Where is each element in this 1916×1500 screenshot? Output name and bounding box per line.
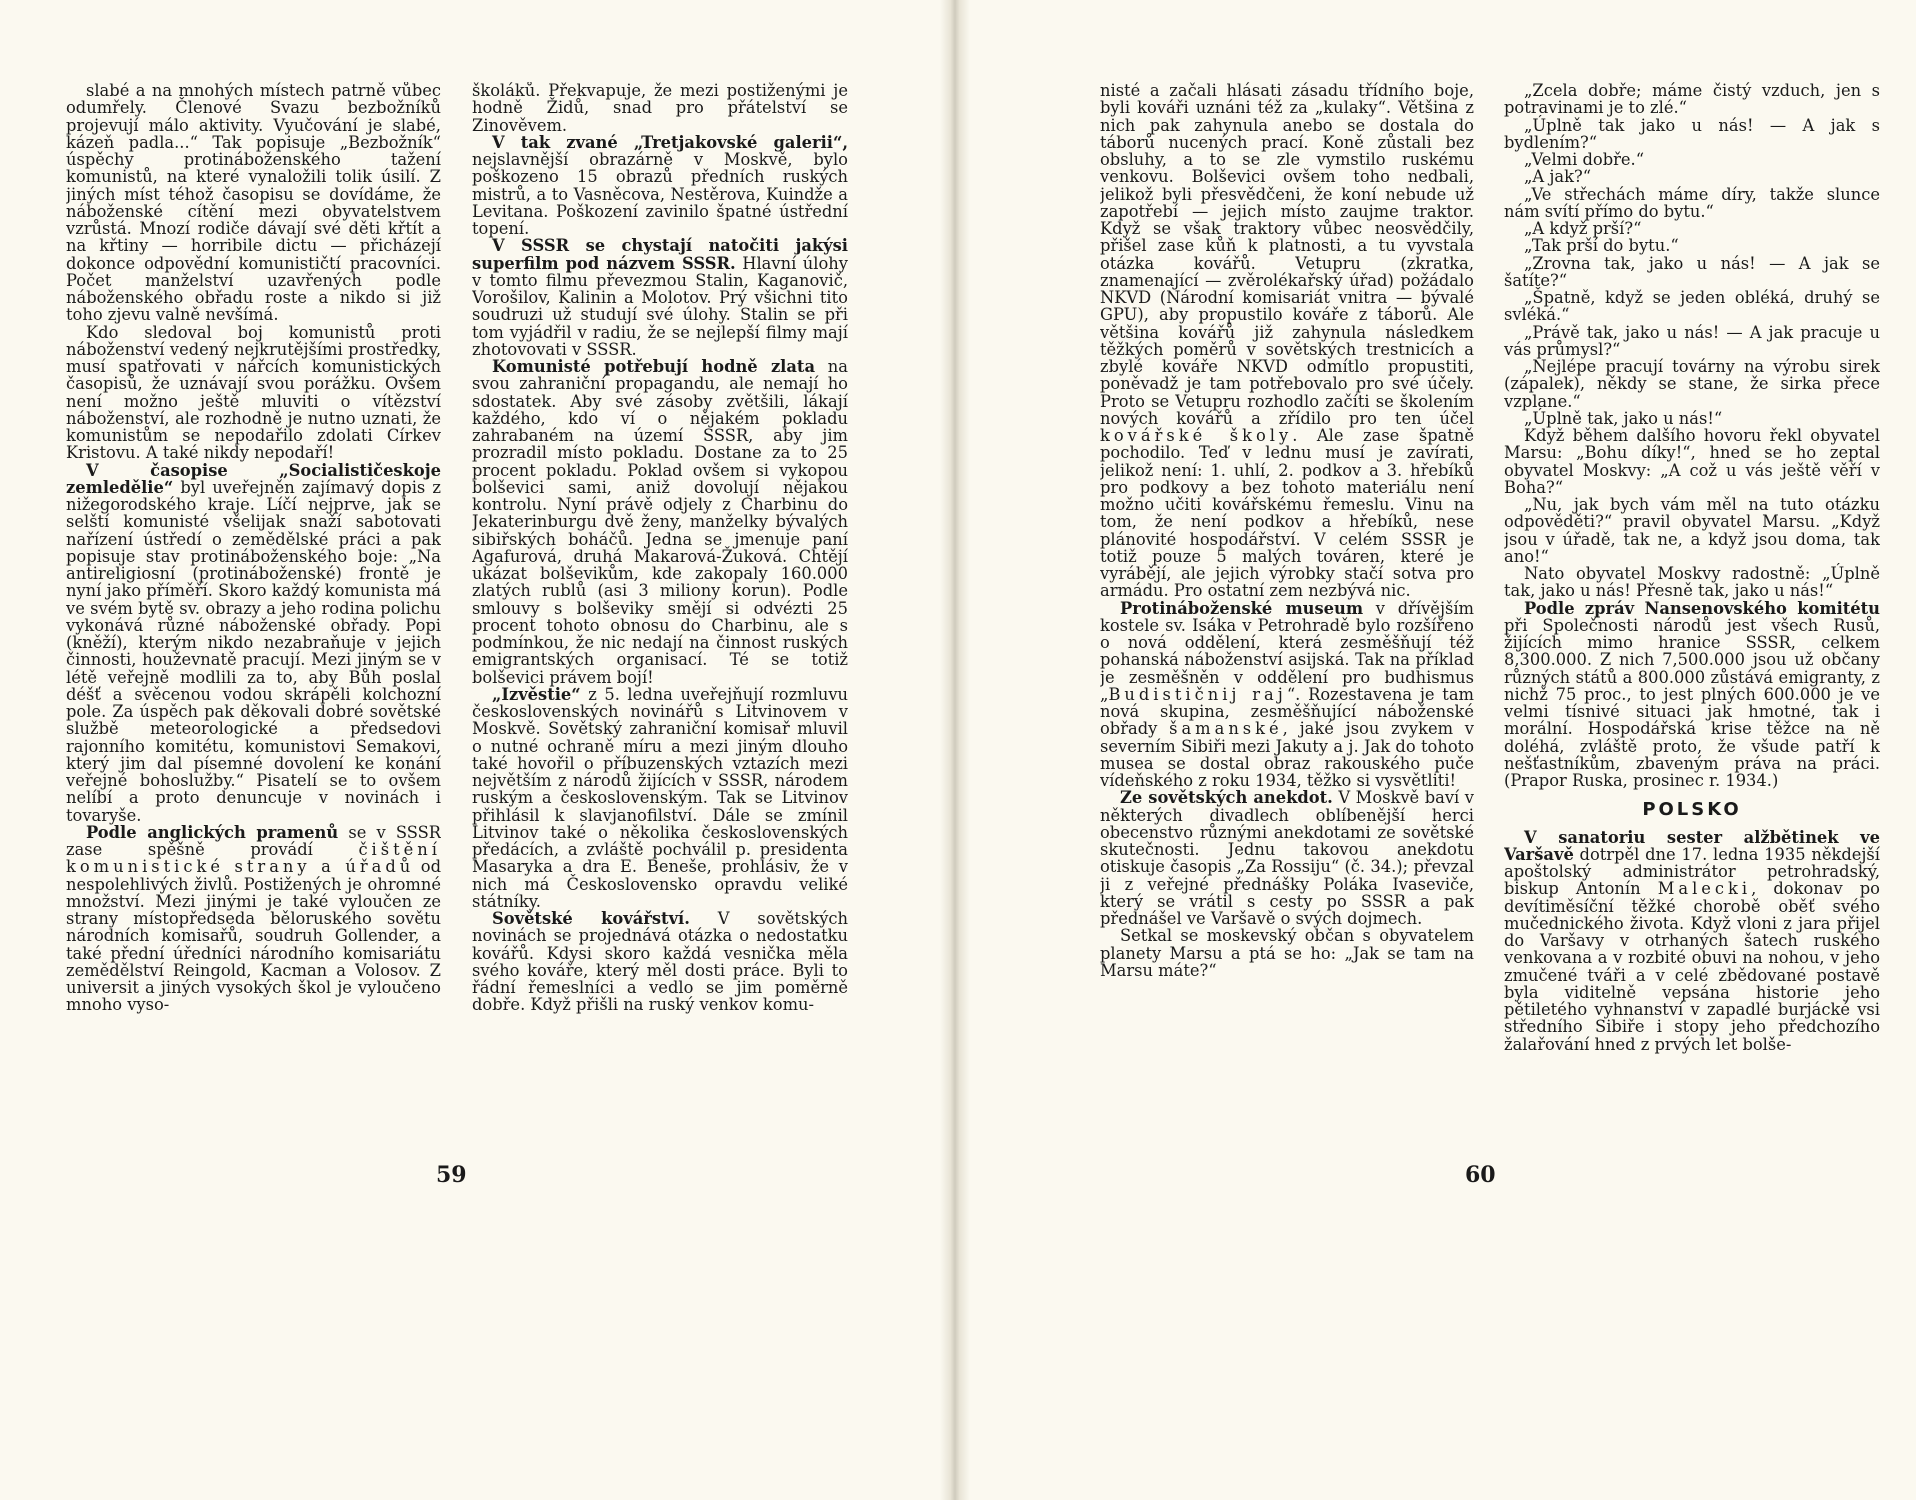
paragraph bbox=[1504, 324, 1880, 359]
paragraph-text: „Úplně tak jako u nás! — A jak s bydlením?“ bbox=[1504, 115, 1880, 152]
paragraph bbox=[1504, 220, 1880, 237]
paragraph bbox=[1504, 496, 1880, 565]
paragraph bbox=[472, 237, 848, 358]
lead-in-bold: Komunisté potřebují hodně zlata bbox=[492, 357, 815, 376]
paragraph-text: Hlavní úlohy v tomto filmu převezmou Stalin, Kaganovič, Vorošilov, Kalinin a Molotov. Prý všichni tito soudruzi už studují své úlohy. Stalin se při tom vyjádřil v radiu, že se nejlepší filmy mají zhotovovati v SSSR. bbox=[472, 253, 848, 359]
paragraph-text: „Zcela dobře; máme čistý vzduch, jen s potravinami je to zlé.“ bbox=[1504, 82, 1880, 118]
paragraph-text: „A když prší?“ bbox=[1524, 219, 1642, 238]
paragraph-text: dotrpěl dne 17. ledna 1935 někdejší apoštolský administrátor petrohradský, biskup Antonín bbox=[1504, 844, 1880, 899]
paragraph-text: „Právě tak, jako u nás! — A jak pracuje u vás průmysl?“ bbox=[1504, 322, 1880, 359]
section-heading: POLSKO bbox=[1642, 799, 1742, 821]
paragraph bbox=[66, 462, 441, 824]
lead-in-bold: V SSSR se chystají natočiti jakýsi superfilm pod názvem SSSR. bbox=[472, 236, 848, 273]
spaced-emphasis: Budističnij raj bbox=[1108, 684, 1287, 704]
paragraph-text: , dokonav po devítiměsíční těžké chorobě oběť svého mučednického života. Když vloni z jara přijel do Varšavy v otrhaných šatech ruského venkovana a v rozbité obuvi na nohou, v jeho zmučené tváři a v celé zbědované postavě byla viditelně vepsána historie jeho pětiletého vyhnanství v zapadlé burjácké vsi středního Sibiře i stopy jeho předchozího žalařování hned z prvých let bolše- bbox=[1504, 879, 1880, 1054]
column-4 bbox=[1504, 82, 1880, 1106]
paragraph-text: Když během dalšího hovoru řekl obyvatel Marsu: „Bohu díky!“, hned se ho zeptal obyvatel Moskvy: „A což u vás ještě věří v Boha?“ bbox=[1504, 426, 1880, 497]
paragraph bbox=[1504, 151, 1880, 168]
paragraph-text: „Nejlépe pracují továrny na výrobu sirek (zápalek), někdy se stane, že sirka přece vzplane.“ bbox=[1504, 357, 1880, 411]
book-gutter bbox=[940, 0, 970, 1500]
paragraph-text: Kdo sledoval boj komunistů proti náboženství vedený nejkrutějšími prostředky, musí spatřovati v nářcích komunistických časopisů, že uznávají svou porážku. Ovšem není možno ještě mluviti o vítězství náboženství, ale rozhodně je nutno uznati, že komunistům se nepodařilo zdolati Církev Kristovu. A také nikdy nepodaří! bbox=[66, 322, 441, 463]
paragraph bbox=[472, 82, 848, 134]
lead-in-bold: V sanatoriu sester alžbětinek ve Varšavě bbox=[1504, 827, 1880, 864]
paragraph-text: v dřívějším kostele sv. Isáka v Petrohradě bylo rozšířeno o nová oddělení, která zesměšňují též pohanská náboženství asijská. Tak na příklad je zesměšněn v oddělení pro budhismus „ bbox=[1100, 598, 1474, 704]
paragraph-text: slabé a na mnohých místech patrně vůbec odumřely. Členové Svazu bezbožníků projevují málo aktivity. Vyučování je slabé, kázeň padla...“ Tak popisuje „Bezbožník“ úspěchy protináboženského tažení komunistů, na které vynaložili tolik úsilí. Z jiných míst téhož časopisu se dovídáme, že náboženské cítění mezi obyvatelstvem vzrůstá. Mnozí rodiče dávají své děti křtít a na křtiny — horribile dictu — přicházejí dokonce odpovědní komunističtí pracovníci. Počet manželství uzavřených podle náboženského obřadu roste a nikdo si již toho zjevu valně nevšímá. bbox=[66, 82, 441, 325]
paragraph-text: byl uveřejněn zajímavý dopis z nižegorodského kraje. Líčí nejprve, jak se selští komunisté všelijak snaží sabotovati nařízení ústředí o zemědělské práci a pak popisuje stav protináboženského boje: „Na antireligiosní (protináboženské) frontě je nyní jako příměří. Skoro každý komunista má ve svém bytě sv. obrazy a jeho rodina polichu vykonává různé náboženské obřady. Popi (kněží), kterým nikdo nezabraňuje v jejich činnosti, houževnatě pracují. Mezi jiným se v létě veřejně modlili za to, aby Bůh poslal déšť a svěcenou vodou skrápěli kolchozní pole. Za úspěch pak děkovali dobré sovětské službě meteorologické a předsedovi rajonního komitétu, komunistovi Semakovi, který jim dal písemné dovolení ke konání veřejné bohoslužby.“ Pisatelí se to ovšem nelíbí a proto denuncuje v novinách i tovaryše. bbox=[66, 477, 441, 825]
paragraph-text: na svou zahraniční propagandu, ale nemají ho sdostatek. Aby své zásoby zvětšili, lákají každého, kdo ví o nějakém pokladu zahrabaném na území SSSR, aby jim prozradil místo pokladu. Dostane za to 25 procent pokladu. Poklad ovšem si vykopou bolševici sami, aniž dovolují nějakou kontrolu. Nyní právě odjely z Charbinu do Jekaterinburgu dvě ženy, manželky bývalých sibiřských boháčů. Jedna se jmenuje paní Agafurová, druhá Makarová-Žuková. Chtějí ukázat bolševikům, kde zakopaly 160.000 zlatých rublů (asi 3 miliony korun). Podle smlouvy s bolševiky smějí si odvézti 25 procent tohoto obnosu do Charbinu, ale s podmínkou, že nic nedají na činnost ruských emigrantských organisací. Té se totiž bolševici právem bojí! bbox=[472, 357, 848, 687]
paragraph bbox=[1504, 237, 1880, 254]
paragraph bbox=[1504, 829, 1880, 1053]
paragraph-text: V Moskvě baví v některých divadlech oblíbenější herci obecenstvo různými anekdotami ze sovětské skutečnosti. Jednu takovou anekdotu otiskuje časopis „Za Rossiju“ (č. 34.); převzal ji z veřejné přednášky Poláka Ivaseviče, který se vrátil s cesty po SSSR a pak přednášel ve Varšavě o svých dojmech. bbox=[1100, 788, 1474, 928]
paragraph-text: se v SSSR zase spěšně provádí bbox=[66, 822, 441, 859]
paragraph bbox=[66, 324, 441, 462]
spaced-emphasis: šamanské bbox=[1169, 719, 1283, 739]
column-2 bbox=[472, 82, 848, 1106]
paragraph-text: “. Rozestavena je tam nová skupina, zesměšňující náboženské obřady bbox=[1100, 684, 1474, 739]
paragraph bbox=[66, 82, 441, 324]
paragraph-text: „Velmi dobře.“ bbox=[1524, 150, 1645, 169]
paragraph bbox=[1504, 565, 1880, 600]
paragraph-text: V sovětských novinách se projednává otázka o nedostatku kovářů. Kdysi skoro každá vesnička měla svého kováře, který měl dosti práce. Byli to řádní řemeslníci a vedlo se jim poměrně dobře. Když přišli na ruský venkov komu- bbox=[472, 909, 848, 1015]
paragraph-text: , jaké jsou zvykem v severním Sibiři mezi Jakuty a j. Jak do tohoto musea se dostal obraz rakouského puče vídeňského z roku 1934, těžko si vysvětliti! bbox=[1100, 719, 1474, 790]
paragraph-text: od nespolehlivých živlů. Postižených je ohromné množství. Mezi jinými je také vyloučen ze strany místopředseda běloruského sovětu národních komisařů, soudruh Gollender, a také přední úředníci národního komisariátu zemědělství Reingold, Kacman a Volosov. Z universit a jiných vysokých škol je vyloučeno mnoho vyso- bbox=[66, 857, 441, 1015]
paragraph bbox=[1100, 600, 1474, 790]
spaced-emphasis: kovářské školy bbox=[1100, 426, 1293, 445]
paragraph bbox=[1100, 927, 1474, 979]
column-3 bbox=[1100, 82, 1474, 1106]
paragraph bbox=[472, 686, 848, 910]
paragraph-text: nejslavnější obrazárně v Moskvě, bylo poškozeno 15 obrazů předních ruských mistrů, a to Vasněcova, Nestěrova, Kuindže a Levitana. Poškození zavinilo špatné ústřední topení. bbox=[472, 150, 848, 238]
paragraph-text: Nato obyvatel Moskvy radostně: „Úplně tak, jako u nás! Přesně tak, jako u nás!“ bbox=[1504, 564, 1880, 601]
lead-in-bold: V tak zvané „Tretjakovské galerii“, bbox=[492, 132, 848, 152]
paragraph-text: „Špatně, když se jeden obléká, druhý se svléká.“ bbox=[1504, 288, 1880, 325]
paragraph bbox=[472, 358, 848, 686]
paragraph bbox=[1100, 82, 1474, 600]
lead-in-bold: V časopise „Socialističeskoje zemledělie“ bbox=[66, 460, 441, 497]
paragraph-text: „A jak?“ bbox=[1524, 167, 1592, 187]
paragraph bbox=[1504, 289, 1880, 324]
paragraph bbox=[1504, 82, 1880, 117]
paragraph-text: . Ale zase špatně pochodilo. Teď v lednu musí je zavírati, jelikož není: 1. uhlí, 2. podkov a 3. hřebíků pro podkovy a bez tohoto materiálu není možno učiti kovářskému řemeslu. Vinu na tom, že není podkov a hřebíků, nese plánovité hospodářství. V celém SSSR je totiž pouze 5 malých továren, které je vyrábějí, ale jejich výrobky stačí sotva pro armádu. Pro ostatní zem nezbývá nic. bbox=[1100, 426, 1474, 601]
right-page bbox=[958, 0, 1916, 1500]
paragraph bbox=[1504, 358, 1880, 410]
page-number-left: 59 bbox=[436, 1162, 467, 1188]
paragraph bbox=[1504, 186, 1880, 221]
spaced-emphasis: Malecki bbox=[1657, 879, 1752, 899]
lead-in-bold: Sovětské kovářství. bbox=[492, 909, 690, 928]
lead-in-bold: Protináboženské museum bbox=[1120, 598, 1364, 618]
lead-in-bold: Podle zpráv Nansenovského komitétu bbox=[1524, 598, 1880, 618]
page-number-right: 60 bbox=[1465, 1162, 1496, 1188]
lead-in-bold: „Izvěstie“ bbox=[492, 684, 581, 704]
paragraph-text: při Společnosti národů jest všech Rusů, žijících mimo hranice SSSR, celkem 8,300.000. Z nich 7,500.000 jsou už občany různých států a 800.000 zůstává emigranty, z nichž 75 proc., to jest plných 600.000 je ve velmi tísnivé situaci jak hmotné, tak i morální. Hospodářská krise těžce na ně doléhá, zvláště proto, že všude patří k nešťastníkům, zbaveným práva na práci. (Prapor Ruska, prosinec r. 1934.) bbox=[1504, 615, 1880, 790]
paragraph bbox=[472, 910, 848, 1014]
paragraph-text: z 5. ledna uveřejňují rozmluvu československých novinářů s Litvinovem v Moskvě. Sovětský zahraniční komisař mluvil o nutné ochraně míru a mezi jiným dlouho také hovořil o příbuzenských vztazích mezi největším z národů žijících v SSSR, národem ruským a československým. Tak se Litvinov přihlásil k slavjanofilství. Dále se zmínil Litvinov také o několika československých předácích, a zvláště pochválil p. presidenta Masaryka a dra E. Beneše, prohlásiv, že v nich má Československo opravdu veliké státníky. bbox=[472, 684, 848, 911]
lead-in-bold: Ze sovětských anekdot. bbox=[1120, 788, 1333, 808]
paragraph-text: „Nu, jak bych vám měl na tuto otázku odpověděti?“ pravil obyvatel Marsu. „Když jsou v úřadě, tak ne, a když jsou doma, tak ano!“ bbox=[1504, 495, 1880, 566]
paragraph bbox=[1504, 255, 1880, 290]
column-1 bbox=[66, 82, 441, 1106]
left-page bbox=[0, 0, 950, 1500]
paragraph-text: nisté a začali hlásati zásadu třídního boje, byli kováři uznáni též za „kulaky“. Většina z nich pak zahynula anebo se dostala do táborů nucených prací. Koně zůstali bez obsluhy, a to se zle vymstilo ruskému venkovu. Bolševici ovšem toho nedbali, jelikož byli přesvědčeni, že koní nebude už zapotřebí — jejich místo zaujme traktor. Když se však traktory vůbec neosvědčily, přišel zase kůň k platnosti, a tu vyvstala otázka kovářů. Vetupru (zkratka, znamenající — zvěrolékařský úřad) požádalo NKVD (Národní komisariát vnitra — bývalé GPU), aby propustilo kováře z táborů. Ale většina kovářů již zahynula následkem těžkých poměrů v sovětských trestnicích a zbylé kováře NKVD odmítlo propustiti, poněvadž je tam potřebovalo pro své účely. Proto se Vetupru rozhodlo začíti se školením nových kovářů a zřídilo pro ten účel bbox=[1100, 82, 1474, 428]
paragraph-text: „Zrovna tak, jako u nás! — A jak se šatíte?“ bbox=[1504, 253, 1880, 290]
paragraph-text: školáků. Překvapuje, že mezi postiženými je hodně Židů, snad pro přátelství se Zinověvem. bbox=[472, 82, 848, 135]
paragraph bbox=[1100, 789, 1474, 927]
paragraph bbox=[472, 134, 848, 238]
spaced-emphasis: čištění komunistické strany a úřadů bbox=[66, 840, 441, 877]
paragraph bbox=[1504, 410, 1880, 427]
paragraph bbox=[1504, 168, 1880, 185]
paragraph bbox=[66, 824, 441, 1014]
paragraph-text: „Tak prší do bytu.“ bbox=[1524, 236, 1679, 256]
lead-in-bold: Podle anglických pramenů bbox=[86, 822, 339, 842]
paragraph bbox=[1504, 600, 1880, 790]
paragraph-text: „Ve střechách máme díry, takže slunce nám svítí přímo do bytu.“ bbox=[1504, 184, 1880, 221]
paragraph-text: Setkal se moskevský občan s obyvatelem planety Marsu a ptá se ho: „Jak se tam na Marsu máte?“ bbox=[1100, 926, 1474, 980]
paragraph bbox=[1504, 117, 1880, 152]
paragraph bbox=[1504, 427, 1880, 496]
paragraph-text: „Úplně tak, jako u nás!“ bbox=[1524, 408, 1723, 428]
